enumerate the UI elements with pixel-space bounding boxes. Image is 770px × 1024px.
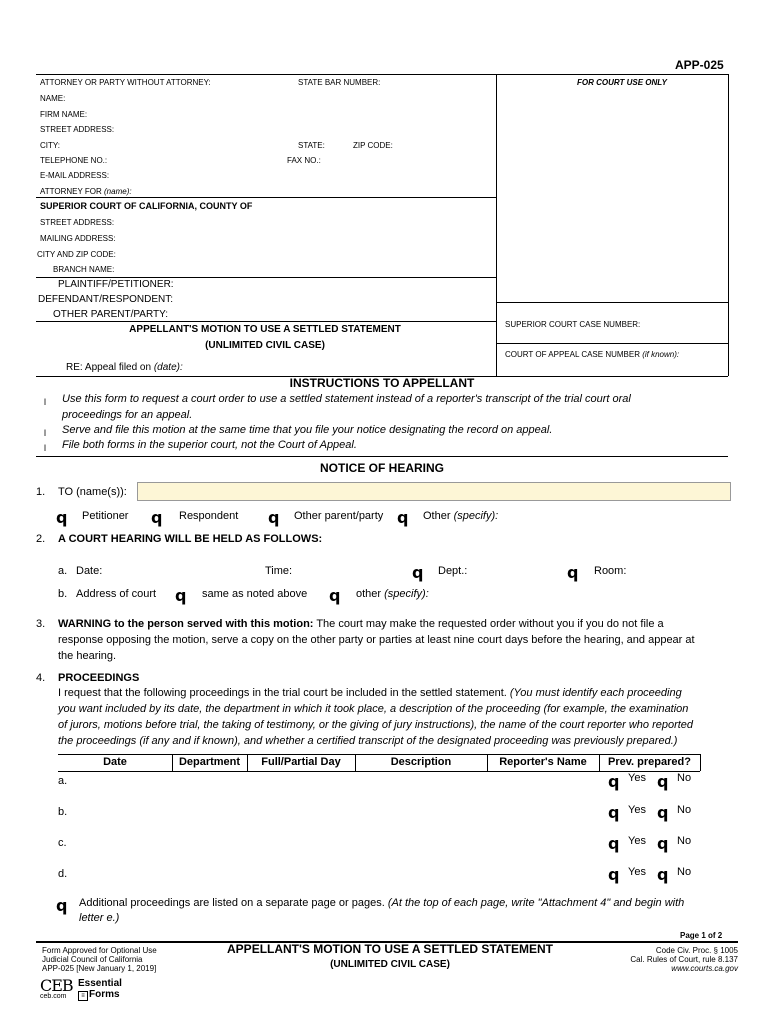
court-use-label: FOR COURT USE ONLY: [577, 78, 667, 87]
essential-forms-logo: [78, 978, 122, 1001]
col-department: Department: [178, 756, 241, 768]
essential-forms-line2: [78, 989, 122, 1001]
ceb-logo-sub: ceb.com: [40, 993, 67, 1000]
intro-italic3: of jurors, motions before trial, the taking of testimony, or the giving of jury instructions), the name of the court reporter who reported: [58, 719, 694, 731]
caption-case-number-divider: [496, 343, 728, 344]
room-checkbox[interactable]: q: [567, 563, 579, 582]
footer-title1: APPELLANT'S MOTION TO USE A SETTLED STATEMENT: [227, 942, 553, 956]
essential-forms-text2: Forms: [89, 989, 120, 1000]
additional-checkbox[interactable]: q: [56, 896, 68, 915]
item1-label: TO (name(s)):: [58, 486, 127, 498]
other-specify-label: [423, 510, 498, 522]
page-number: Page 1 of 2: [680, 931, 723, 940]
mailing-label: MAILING ADDRESS:: [40, 234, 116, 243]
other-parent-checkbox[interactable]: q: [268, 508, 280, 527]
row-c-no-checkbox[interactable]: q: [657, 834, 669, 853]
dept-checkbox[interactable]: q: [412, 563, 424, 582]
court-street-label: STREET ADDRESS:: [40, 218, 115, 227]
table-header-bottom: [58, 771, 700, 772]
re-line: [66, 362, 183, 373]
notice-heading: NOTICE OF HEARING: [319, 461, 444, 475]
b-label: b.: [58, 588, 68, 600]
city-zip-label: CITY AND ZIP CODE:: [37, 250, 116, 259]
footer-right2: Cal. Rules of Court, rule 8.137: [630, 955, 738, 964]
fax-label: FAX NO.:: [287, 156, 321, 165]
intro-italic1: (You must identify each proceeding: [509, 687, 682, 699]
intro-text: I request that the following proceedings in the trial court be included in the settled statement.: [58, 687, 510, 699]
phone-label: TELEPHONE NO.:: [40, 156, 108, 165]
attorney-for-label: [40, 187, 132, 196]
ceb-logo: [40, 976, 73, 1000]
intro-italic2: you want included by its date, the department in which it took place, a description of the proceeding (for example, the examination: [58, 703, 689, 715]
instruction-1-cont: proceedings for an appeal.: [62, 409, 193, 421]
row-b-no-label: No: [677, 804, 692, 816]
row-b-no-checkbox[interactable]: q: [657, 803, 669, 822]
caption-right-border: [728, 74, 729, 376]
item2-label: A COURT HEARING WILL BE HELD AS FOLLOWS:: [58, 533, 323, 545]
footer-right: [560, 946, 738, 973]
proceedings-intro: [58, 687, 682, 699]
additional-text: Additional proceedings are listed on a separate page or pages.: [79, 897, 388, 909]
caption-title-line2: (UNLIMITED CIVIL CASE): [205, 340, 325, 351]
defendant-label: DEFENDANT/RESPONDENT:: [38, 294, 174, 305]
petitioner-label: Petitioner: [82, 510, 129, 522]
room-label: Room:: [594, 565, 627, 577]
caption-top-border: [36, 74, 728, 75]
state-bar-label: STATE BAR NUMBER:: [298, 78, 381, 87]
petitioner-checkbox[interactable]: q: [56, 508, 68, 527]
caption-attorney-bottom-border: [36, 197, 496, 198]
firm-label: FIRM NAME:: [40, 110, 88, 119]
ceb-logo-text: CEB: [40, 976, 73, 995]
additional-italic2: letter e.): [79, 912, 120, 924]
instruction-3: File both forms in the superior court, not the Court of Appeal.: [62, 439, 357, 451]
footer-left3: APP-025 [New January 1, 2019]: [42, 964, 157, 973]
dept-label: Dept.:: [438, 565, 468, 577]
zip-label: ZIP CODE:: [353, 141, 393, 150]
date-label: Date:: [76, 565, 103, 577]
essential-forms-line1: Essential: [78, 978, 122, 989]
instructions-heading: INSTRUCTIONS TO APPELLANT: [289, 376, 475, 390]
caption-court-bottom-border: [36, 277, 496, 278]
caption-title-line1: APPELLANT'S MOTION TO USE A SETTLED STATEMENT: [129, 324, 401, 335]
item4-num: 4.: [36, 672, 46, 684]
same-address-checkbox[interactable]: q: [175, 586, 187, 605]
plaintiff-label: PLAINTIFF/PETITIONER:: [58, 279, 174, 290]
row-d-no-label: No: [677, 866, 692, 878]
caption-parties-bottom-border: [36, 321, 496, 322]
col-description: Description: [390, 756, 452, 768]
item2-num: 2.: [36, 533, 46, 545]
row-c-yes-label: Yes: [628, 835, 646, 847]
footer-right3[interactable]: www.courts.ca.gov: [671, 964, 738, 973]
row-b-yes-checkbox[interactable]: q: [608, 803, 620, 822]
coa-case-text: COURT OF APPEAL CASE NUMBER: [505, 350, 643, 359]
time-label: Time:: [265, 565, 293, 577]
other-address-specify: (specify):: [384, 588, 429, 600]
court-label: SUPERIOR COURT OF CALIFORNIA, COUNTY OF: [40, 201, 253, 211]
name-label: NAME:: [40, 94, 66, 103]
coa-case-note: (if known):: [642, 350, 680, 359]
a-label: a.: [58, 565, 68, 577]
other-specify-checkbox[interactable]: q: [397, 508, 409, 527]
bullet-icon: l: [44, 397, 46, 407]
bullet-icon: l: [44, 443, 46, 453]
attorney-for-name: (name):: [104, 187, 132, 196]
form-id: APP-025: [675, 58, 724, 72]
footer-title2: (UNLIMITED CIVIL CASE): [330, 959, 450, 970]
row-c-yes-checkbox[interactable]: q: [608, 834, 620, 853]
other-party-label: OTHER PARENT/PARTY:: [53, 309, 169, 320]
sc-case-label: SUPERIOR COURT CASE NUMBER:: [505, 320, 641, 329]
attorney-for-text: ATTORNEY FOR: [40, 187, 105, 196]
row-label-d: d.: [58, 868, 68, 880]
court-use-bottom-border: [496, 302, 728, 303]
address-label: Address of court: [76, 588, 157, 600]
re-date: (date):: [153, 362, 183, 373]
footer-left2: Judicial Council of California: [42, 955, 143, 964]
other-address-checkbox[interactable]: q: [329, 586, 341, 605]
col-prev-prepared: Prev. prepared?: [608, 756, 691, 768]
other-specify: (specify):: [453, 510, 499, 522]
row-a-no-checkbox[interactable]: q: [657, 772, 669, 791]
proceedings-heading: PROCEEDINGS: [58, 672, 140, 684]
row-label-c: c.: [58, 837, 67, 849]
warning-line2: response opposing the motion, serve a copy on the other party or parties at least nine court days before the hearing, and appear at: [58, 634, 695, 646]
respondent-label: Respondent: [179, 510, 239, 522]
additional-line1: [79, 897, 684, 909]
row-c-no-label: No: [677, 835, 692, 847]
item3-num: 3.: [36, 618, 46, 630]
warning-line3: the hearing.: [58, 650, 117, 662]
col-divider: [700, 754, 701, 771]
row-b-yes-label: Yes: [628, 804, 646, 816]
row-d-no-checkbox[interactable]: q: [657, 865, 669, 884]
row-a-yes-label: Yes: [628, 772, 646, 784]
re-label: RE: Appeal filed on: [66, 362, 154, 373]
footer-left: [42, 946, 157, 973]
additional-italic: (At the top of each page, write "Attachment 4" and begin with: [387, 897, 685, 909]
row-label-b: b.: [58, 806, 68, 818]
row-d-yes-checkbox[interactable]: q: [608, 865, 620, 884]
to-names-field[interactable]: [137, 482, 731, 501]
footer-right1: Code Civ. Proc. § 1005: [655, 946, 738, 955]
same-label: same as noted above: [202, 588, 308, 600]
other-address-text: other: [356, 588, 385, 600]
other-parent-label: Other parent/party: [294, 510, 384, 522]
instructions-divider: [36, 456, 728, 457]
warning-bold: WARNING to the person served with this motion:: [58, 618, 314, 630]
warning-line1: [58, 618, 728, 630]
branch-label: BRANCH NAME:: [53, 265, 115, 274]
instruction-2: Serve and file this motion at the same time that you file your notice designating the record on appeal.: [62, 424, 553, 436]
instruction-1: Use this form to request a court order to use a settled statement instead of a reporter's transcript of the trial court oral: [62, 393, 631, 405]
warning-text1: The court may make the requested order without you if you do not file a: [313, 618, 664, 630]
intro-italic4: the proceedings (if any and if known), and whether a certified transcript of the designated proceeding was previously prepared.): [58, 735, 678, 747]
state-label: STATE:: [298, 141, 325, 150]
caption-vertical-divider: [496, 74, 497, 376]
item1-num: 1.: [36, 486, 46, 498]
row-a-no-label: No: [677, 772, 692, 784]
street-label: STREET ADDRESS:: [40, 125, 115, 134]
other-text: Other: [423, 510, 454, 522]
footer-left1: Form Approved for Optional Use: [42, 946, 157, 955]
attorney-label: ATTORNEY OR PARTY WITHOUT ATTORNEY:: [40, 78, 211, 87]
coa-case-label: [505, 350, 679, 359]
col-full-partial: Full/Partial Day: [261, 756, 341, 768]
col-date: Date: [103, 756, 127, 768]
row-a-yes-checkbox[interactable]: q: [608, 772, 620, 791]
row-label-a: a.: [58, 775, 68, 787]
email-label: E-MAIL ADDRESS:: [40, 171, 110, 180]
forms-box-icon: ≡: [78, 991, 88, 1001]
row-d-yes-label: Yes: [628, 866, 646, 878]
col-reporter: Reporter's Name: [499, 756, 587, 768]
other-address-label: [356, 588, 429, 600]
table-header-top: [58, 754, 700, 755]
respondent-checkbox[interactable]: q: [151, 508, 163, 527]
city-label: CITY:: [40, 141, 61, 150]
bullet-icon: l: [44, 428, 46, 438]
